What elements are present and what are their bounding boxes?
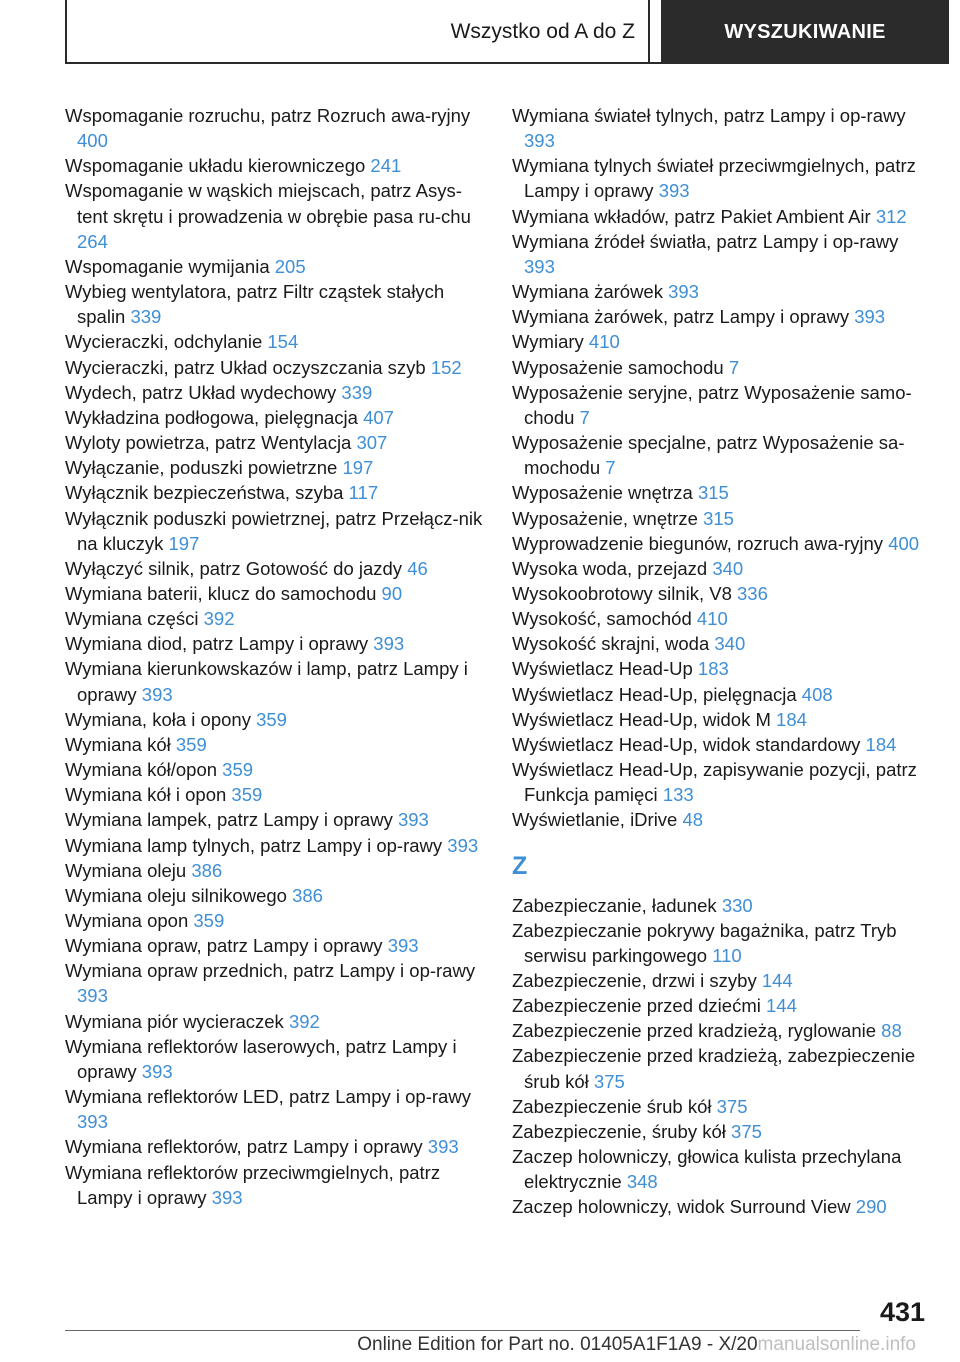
index-entry-term: Wyposażenie samochodu [512, 356, 724, 378]
index-entry-term: Zabezpieczenie przed kradzieżą, zabezpieczenie śrub kół [512, 1045, 916, 1092]
index-entry-page-link[interactable]: 393 [141, 1060, 173, 1082]
index-entry-page-link[interactable]: 400 [888, 532, 920, 554]
index-entry-page-link[interactable]: 359 [256, 708, 287, 730]
index-entry-page-link[interactable]: 197 [342, 457, 374, 479]
index-entry-term: Wysokość, samochód [512, 608, 692, 630]
index-entry [65, 380, 485, 405]
index-entry-page-link[interactable]: 144 [766, 995, 797, 1017]
index-entry-page-link[interactable]: 400 [77, 130, 108, 152]
index-entry-page-link[interactable]: 315 [697, 482, 729, 504]
index-entry-term: Zabezpieczenie, drzwi i szyby [512, 970, 757, 991]
index-column-right [512, 103, 932, 1220]
page-number: 431 [879, 1297, 925, 1327]
index-entry [65, 757, 485, 782]
index-entry-term: Wysokość skrajni, woda [512, 633, 710, 655]
index-entry [65, 707, 485, 732]
index-entry-term: Wymiana wkładów, patrz Pakiet Ambient Air [512, 205, 871, 227]
index-entry-page-link[interactable]: 183 [697, 658, 729, 680]
index-entry-term: Wyposażenie, wnętrze [512, 507, 698, 529]
index-entry-page-link[interactable]: 392 [288, 1010, 320, 1032]
index-entry-page-link[interactable]: 393 [387, 935, 419, 957]
index-entry [65, 103, 485, 153]
index-entry-term: Wybieg wentylatora, patrz Filtr cząstek stałych spalin [65, 281, 445, 328]
index-entry [512, 531, 932, 556]
index-entry-term: Wyposażenie seryjne, patrz Wyposażenie samo-chodu [512, 381, 912, 428]
index-entry-term: Wymiana żarówek [512, 281, 663, 303]
index-entry [512, 606, 932, 631]
index-entry-term: Wyświetlacz Head-Up, widok M [512, 708, 771, 730]
index-entry-term: Wyposażenie specjalne, patrz Wyposażenie sa-mochodu [512, 432, 905, 479]
index-entry-page-link[interactable]: 117 [348, 482, 379, 504]
index-entry-term: Wyłączyć silnik, patrz Gotowość do jazdy [65, 557, 403, 579]
index-entry [65, 405, 485, 430]
index-entry-term: Wymiana oleju [65, 859, 187, 881]
index-entry-term: Wyłącznik poduszki powietrznej, patrz Przełącz-nik na kluczyk [65, 507, 483, 554]
index-entry-term: Wyłącznik bezpieczeństwa, szyba [65, 482, 344, 504]
index-entry-page-link[interactable]: 393 [427, 1136, 459, 1158]
index-entry [65, 606, 485, 631]
index-entry-page-link[interactable]: 340 [712, 557, 744, 579]
index-entry-term: Zaczep holowniczy, widok Surround View [512, 1196, 851, 1218]
index-entry [65, 1084, 485, 1134]
index-entry [65, 782, 485, 807]
index-entry-page-link[interactable]: 393 [77, 985, 108, 1007]
index-entry-term: Wymiana opraw przednich, patrz Lampy i op-rawy [65, 960, 476, 982]
index-entry [65, 858, 485, 883]
index-entry-page-link[interactable]: 408 [801, 683, 833, 705]
index-entry-page-link[interactable]: 290 [855, 1196, 887, 1218]
index-entry-page-link[interactable]: 330 [721, 894, 753, 916]
index-entry-page-link[interactable]: 264 [77, 230, 108, 252]
index-entry-page-link[interactable]: 393 [524, 255, 555, 277]
index-entry-term: Wymiana tylnych świateł przeciwmgielnych, patrz Lampy i oprawy [512, 155, 916, 202]
index-entry [65, 883, 485, 908]
index-entry [65, 279, 485, 329]
index-entry-term: Wymiana baterii, klucz do samochodu [65, 582, 377, 604]
index-entry [65, 631, 485, 656]
index-entry-term: Wymiana części [65, 608, 199, 630]
index-entry [65, 1160, 485, 1210]
index-entry-term: Wspomaganie rozruchu, patrz Rozruch awa-ryjny [65, 105, 471, 126]
index-entry [512, 1194, 932, 1219]
index-entry [512, 153, 932, 203]
index-entry [512, 380, 932, 430]
index-entry [512, 480, 932, 505]
index-entry-term: Wymiana reflektorów, patrz Lampy i oprawy [65, 1136, 423, 1158]
index-entry-page-link[interactable]: 315 [703, 507, 734, 529]
index-entry-term: Wymiary [512, 331, 584, 353]
index-entry-term: Wyłączanie, poduszki powietrzne [65, 457, 338, 479]
index-entry-page-link[interactable]: 359 [193, 910, 225, 931]
tab-search-label: WYSZUKIWANIE [724, 20, 886, 43]
index-entry [512, 707, 932, 732]
index-entry-term: Wyświetlanie, iDrive [512, 809, 678, 831]
index-entry [512, 506, 932, 531]
index-entry-page-link[interactable]: 241 [370, 155, 402, 177]
index-entry [512, 581, 932, 606]
index-entry-term: Wymiana reflektorów LED, patrz Lampy i op-rawy [65, 1086, 471, 1108]
index-entry-page-link[interactable]: 133 [662, 784, 694, 806]
index-entry-term: Zabezpieczenie, śruby kół [512, 1120, 726, 1142]
index-entry [512, 1043, 932, 1093]
index-entry-page-link[interactable]: 336 [737, 582, 768, 604]
index-entry [512, 732, 932, 757]
index-entry-term: Wyświetlacz Head-Up, pielęgnacja [512, 683, 797, 705]
index-entry-term: Wymiana kół/opon [65, 759, 218, 781]
index-entry-term: Zabezpieczenie przed kradzieżą, ryglowanie [512, 1020, 877, 1042]
index-entry [512, 1018, 932, 1043]
index-entry-term: Wymiana lampek, patrz Lampy i oprawy [65, 809, 393, 831]
index-entry-page-link[interactable]: 184 [776, 708, 807, 730]
index-entry [512, 1119, 932, 1144]
index-entry [512, 1144, 932, 1194]
index-entry [512, 1094, 932, 1119]
index-entry [512, 757, 932, 807]
index-entry-page-link[interactable]: 184 [865, 733, 897, 755]
index-entry-term: Wyświetlacz Head-Up [512, 658, 693, 680]
index-entry-page-link[interactable]: 46 [407, 557, 428, 579]
index-entry [512, 204, 932, 229]
index-entry-term: Wymiana opraw, patrz Lampy i oprawy [65, 935, 383, 957]
index-entry [512, 631, 932, 656]
index-entry-page-link[interactable]: 393 [141, 683, 173, 705]
index-entry [512, 355, 932, 380]
index-entry-term: Wycieraczki, patrz Układ oczyszczania szyb [65, 356, 426, 378]
footer-divider [65, 1330, 860, 1331]
index-entry [65, 732, 485, 757]
index-entry-page-link[interactable]: 393 [77, 1111, 108, 1133]
index-entry [512, 556, 932, 581]
index-entry-page-link[interactable]: 144 [761, 970, 793, 991]
index-entry-term: Wymiana kierunkowskazów i lamp, patrz Lampy i oprawy [65, 658, 468, 705]
index-entry [65, 581, 485, 606]
index-entry-term: Wspomaganie wymijania [65, 255, 270, 277]
index-entry [65, 254, 485, 279]
index-entry-term: Wspomaganie układu kierowniczego [65, 155, 366, 177]
index-entry [65, 1009, 485, 1034]
index-entry [65, 958, 485, 1008]
index-entry-term: Wymiana piór wycieraczek [65, 1010, 284, 1032]
index-entry-term: Wymiana świateł tylnych, patrz Lampy i op-rawy [512, 105, 906, 126]
index-entry-page-link[interactable]: 110 [712, 944, 742, 966]
index-entry-page-link[interactable]: 154 [267, 331, 299, 353]
index-entry-term: Wyświetlacz Head-Up, zapisywanie pozycji, patrz Funkcja pamięci [512, 759, 917, 806]
index-entry-page-link[interactable]: 88 [881, 1020, 902, 1042]
index-entry-page-link[interactable]: 340 [714, 633, 746, 655]
tab-search[interactable] [661, 0, 949, 64]
index-entry [65, 933, 485, 958]
index-entry [65, 1034, 485, 1084]
index-entry-term: Wymiana żarówek, patrz Lampy i oprawy [512, 306, 850, 328]
index-list-w-continued [512, 103, 932, 833]
index-entry [512, 279, 932, 304]
index-entry-page-link[interactable]: 393 [373, 633, 405, 655]
index-entry [512, 430, 932, 480]
index-entry-page-link[interactable]: 359 [175, 733, 207, 755]
index-entry [65, 430, 485, 455]
index-entry [65, 355, 485, 380]
index-entry-term: Wymiana, koła i opony [65, 708, 251, 730]
index-entry-term: Wymiana lamp tylnych, patrz Lampy i op-rawy [65, 834, 443, 856]
index-entry-page-link[interactable]: 410 [696, 608, 728, 630]
tab-a-to-z-label: Wszystko od A do Z [450, 20, 635, 43]
index-entry-term: Wysoka woda, przejazd [512, 557, 708, 579]
index-entry-page-link[interactable]: 407 [363, 406, 394, 428]
index-entry-page-link[interactable]: 197 [168, 532, 200, 554]
index-entry-term: Zabezpieczanie, ładunek [512, 894, 717, 916]
index-entry-term: Wymiana źródeł światła, patrz Lampy i op-rawy [512, 230, 899, 252]
index-entry [512, 968, 932, 993]
index-entry [512, 656, 932, 681]
index-entry [65, 506, 485, 556]
index-entry [65, 556, 485, 581]
index-entry [65, 1134, 485, 1159]
index-entry [65, 908, 485, 933]
index-entry [512, 103, 932, 153]
index-entry-page-link[interactable]: 393 [854, 306, 886, 328]
index-entry-page-link[interactable]: 410 [588, 331, 620, 353]
tab-a-to-z[interactable] [65, 0, 661, 64]
index-entry-term: Wymiana diod, patrz Lampy i oprawy [65, 633, 369, 655]
index-entry-term: Wspomaganie w wąskich miejscach, patrz Asys-tent skrętu i prowadzenia w obrębie pasa ru-chu [65, 180, 471, 227]
index-column-left [65, 103, 485, 1210]
index-entry-page-link[interactable]: 375 [731, 1120, 762, 1142]
index-entry [512, 329, 932, 354]
index-list-z [512, 893, 932, 1220]
index-entry-page-link[interactable]: 307 [356, 432, 388, 454]
index-entry-page-link[interactable]: 7 [579, 406, 590, 428]
index-entry-page-link[interactable]: 348 [626, 1171, 658, 1193]
index-entry-page-link[interactable]: 393 [668, 281, 699, 303]
index-entry [65, 178, 485, 253]
index-entry-page-link[interactable]: 375 [716, 1095, 748, 1117]
index-entry-page-link[interactable]: 205 [274, 255, 306, 277]
index-entry [65, 656, 485, 706]
index-entry-term: Wykładzina podłogowa, pielęgnacja [65, 406, 358, 428]
index-entry-page-link[interactable]: 359 [231, 784, 263, 806]
index-entry [65, 455, 485, 480]
index-entry-term: Wyloty powietrza, patrz Wentylacja [65, 432, 352, 454]
index-entry-page-link[interactable]: 393 [524, 130, 555, 152]
index-entry-term: Wymiana kół [65, 733, 171, 755]
index-entry-term: Wymiana opon [65, 910, 189, 931]
index-entry-term: Wymiana kół i opon [65, 784, 227, 806]
index-entry-term: Zaczep holowniczy, głowica kulista przechylana elektrycznie [512, 1146, 902, 1193]
index-entry [512, 807, 932, 832]
index-entry-page-link[interactable]: 375 [593, 1070, 625, 1092]
index-entry-page-link[interactable]: 393 [211, 1186, 243, 1208]
index-entry-page-link[interactable]: 393 [447, 834, 479, 856]
index-entry [65, 329, 485, 354]
index-entry-term: Wyprowadzenie biegunów, rozruch awa-ryjny [512, 532, 884, 554]
index-entry-term: Wycieraczki, odchylanie [65, 331, 263, 353]
index-entry-term: Wymiana oleju silnikowego [65, 884, 287, 906]
index-entry-page-link[interactable]: 7 [605, 457, 616, 479]
index-entry [512, 893, 932, 918]
index-entry-page-link[interactable]: 386 [191, 859, 223, 881]
index-entry-page-link[interactable]: 48 [682, 809, 704, 831]
index-entry [512, 304, 932, 329]
index-entry-page-link[interactable]: 312 [875, 205, 907, 227]
index-entry-term: Wydech, patrz Układ wydechowy [65, 381, 337, 403]
index-entry [65, 153, 485, 178]
index-entry-page-link[interactable]: 386 [292, 884, 323, 906]
index-entry-term: Wymiana reflektorów przeciwmgielnych, patrz Lampy i oprawy [65, 1161, 441, 1208]
index-entry-page-link[interactable]: 152 [430, 356, 462, 378]
index-entry-page-link[interactable]: 393 [658, 180, 690, 202]
watermark: manualsonline.info [757, 1334, 916, 1355]
index-entry-term: Zabezpieczenie przed dziećmi [512, 995, 761, 1017]
footer-edition-text: Online Edition for Part no. 01405A1F1A9 - X/20 [357, 1334, 758, 1355]
index-entry [512, 918, 932, 968]
index-entry-term: Zabezpieczanie pokrywy bagażnika, patrz Tryb serwisu parkingowego [512, 919, 897, 966]
index-entry-term: Wyposażenie wnętrza [512, 482, 693, 504]
index-entry [512, 993, 932, 1018]
tab-divider [648, 0, 650, 64]
index-entry-page-link[interactable]: 339 [341, 381, 373, 403]
index-entry-page-link[interactable]: 392 [203, 608, 235, 630]
index-entry [65, 807, 485, 832]
index-entry-page-link[interactable]: 393 [397, 809, 429, 831]
index-entry-term: Wymiana reflektorów laserowych, patrz Lampy i oprawy [65, 1035, 457, 1082]
index-entry [65, 833, 485, 858]
index-entry-page-link[interactable]: 339 [130, 306, 162, 328]
index-entry-page-link[interactable]: 359 [222, 759, 254, 781]
index-entry-term: Zabezpieczenie śrub kół [512, 1095, 712, 1117]
index-entry [512, 682, 932, 707]
index-entry-page-link[interactable]: 7 [728, 356, 740, 378]
index-entry [512, 229, 932, 279]
index-entry-term: Wysokoobrotowy silnik, V8 [512, 582, 732, 604]
section-letter-heading: Z [512, 851, 528, 880]
footer-edition [357, 1334, 916, 1356]
index-entry [65, 480, 485, 505]
index-entry-term: Wyświetlacz Head-Up, widok standardowy [512, 733, 861, 755]
index-entry-page-link[interactable]: 90 [381, 582, 403, 604]
